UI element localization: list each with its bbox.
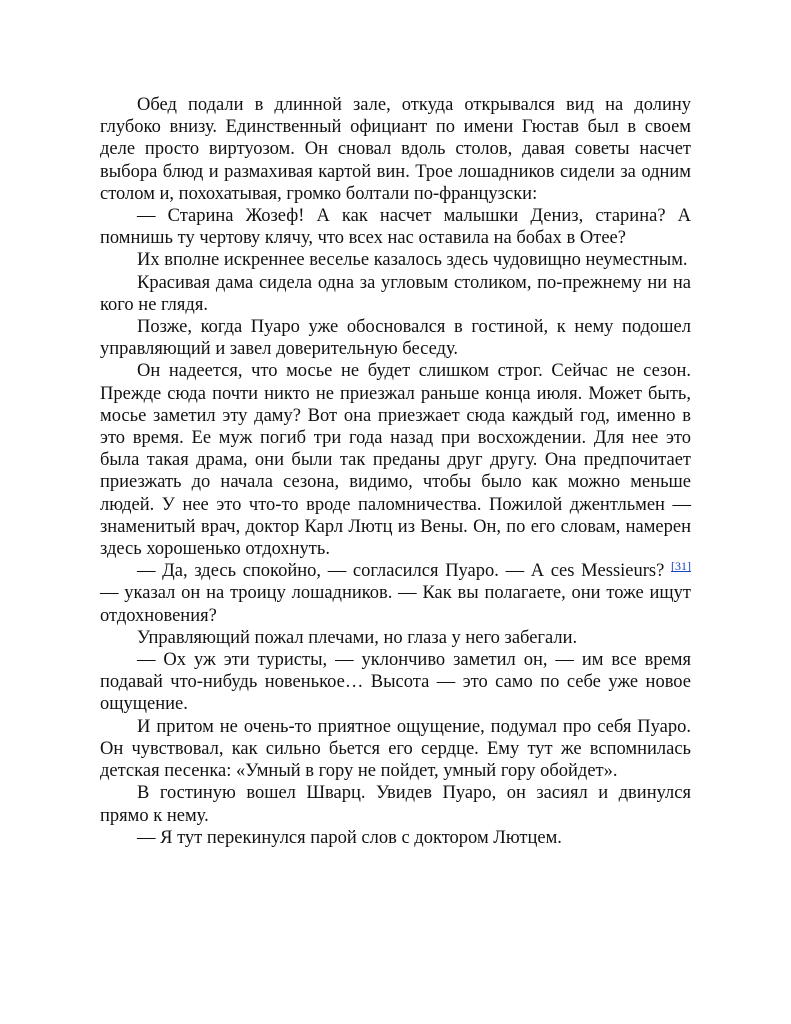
paragraph-5: Позже, когда Пуаро уже обосновался в гостиной, к нему подошел управляющий и завел доверительную беседу.: [100, 317, 691, 360]
paragraph-2: — Старина Жозеф! А как насчет малышки Дениз, старина? А помнишь ту чертову клячу, что всех нас оставила на бобах в Отее?: [100, 206, 691, 249]
paragraph-7-text-before: — Да, здесь спокойно, — согласился Пуаро. — А ces Messieurs?: [137, 561, 671, 582]
paragraph-6: Он надеется, что мосье не будет слишком строг. Сейчас не сезон. Прежде сюда почти никто не приезжал раньше конца июля. Может быть, мосье заметил эту даму? Вот она приезжает сюда каждый год, именно в это время. Ее муж погиб три года назад при восхождении. Для нее это была такая драма, они были так преданы друг другу. Она предпочитает приезжать до начала сезона, видимо, чтобы было как можно меньше людей. У нее это что-то вроде паломничества. Пожилой джентльмен — знаменитый врач, доктор Карл Лютц из Вены. Он, по его словам, намерен здесь хорошенько отдохнуть.: [100, 361, 691, 560]
paragraph-9: — Ох уж эти туристы, — уклончиво заметил он, — им все время подавай что-нибудь новенькое… Высота — это само по себе уже новое ощущение.: [100, 650, 691, 715]
footnote-link[interactable]: [31]: [671, 559, 691, 574]
paragraph-11: В гостиную вошел Шварц. Увидев Пуаро, он засиял и двинулся прямо к нему.: [100, 783, 691, 826]
paragraph-3: Их вполне искреннее веселье казалось здесь чудовищно неуместным.: [137, 250, 688, 271]
paragraph-4: Красивая дама сидела одна за угловым столиком, по-прежнему ни на кого не глядя.: [100, 272, 691, 315]
paragraph-1: Обед подали в длинной зале, откуда открывался вид на долину глубоко внизу. Единственный официант по имени Гюстав был в своем деле просто виртуозом. Он сновал вдоль столов, давая советы насчет выбора блюд и размахивая картой вин. Трое лошадников сидели за одним столом и, похохатывая, громко болтали по-французски:: [100, 95, 691, 204]
paragraph-7-text-after: — указал он на троицу лошадников. — Как вы полагаете, они тоже ищут отдохновения?: [100, 583, 691, 626]
paragraph-7: [100, 560, 691, 627]
paragraph-12: — Я тут перекинулся парой слов с доктором Лютцем.: [137, 827, 562, 848]
paragraph-10: И притом не очень-то приятное ощущение, подумал про себя Пуаро. Он чувствовал, как сильно бьется его сердце. Ему тут же вспомнилась детская песенка: «Умный в гору не пойдет, умный гору обойдет».: [100, 716, 691, 782]
paragraph-8: Управляющий пожал плечами, но глаза у него забегали.: [137, 627, 578, 648]
document-page: [100, 94, 691, 849]
